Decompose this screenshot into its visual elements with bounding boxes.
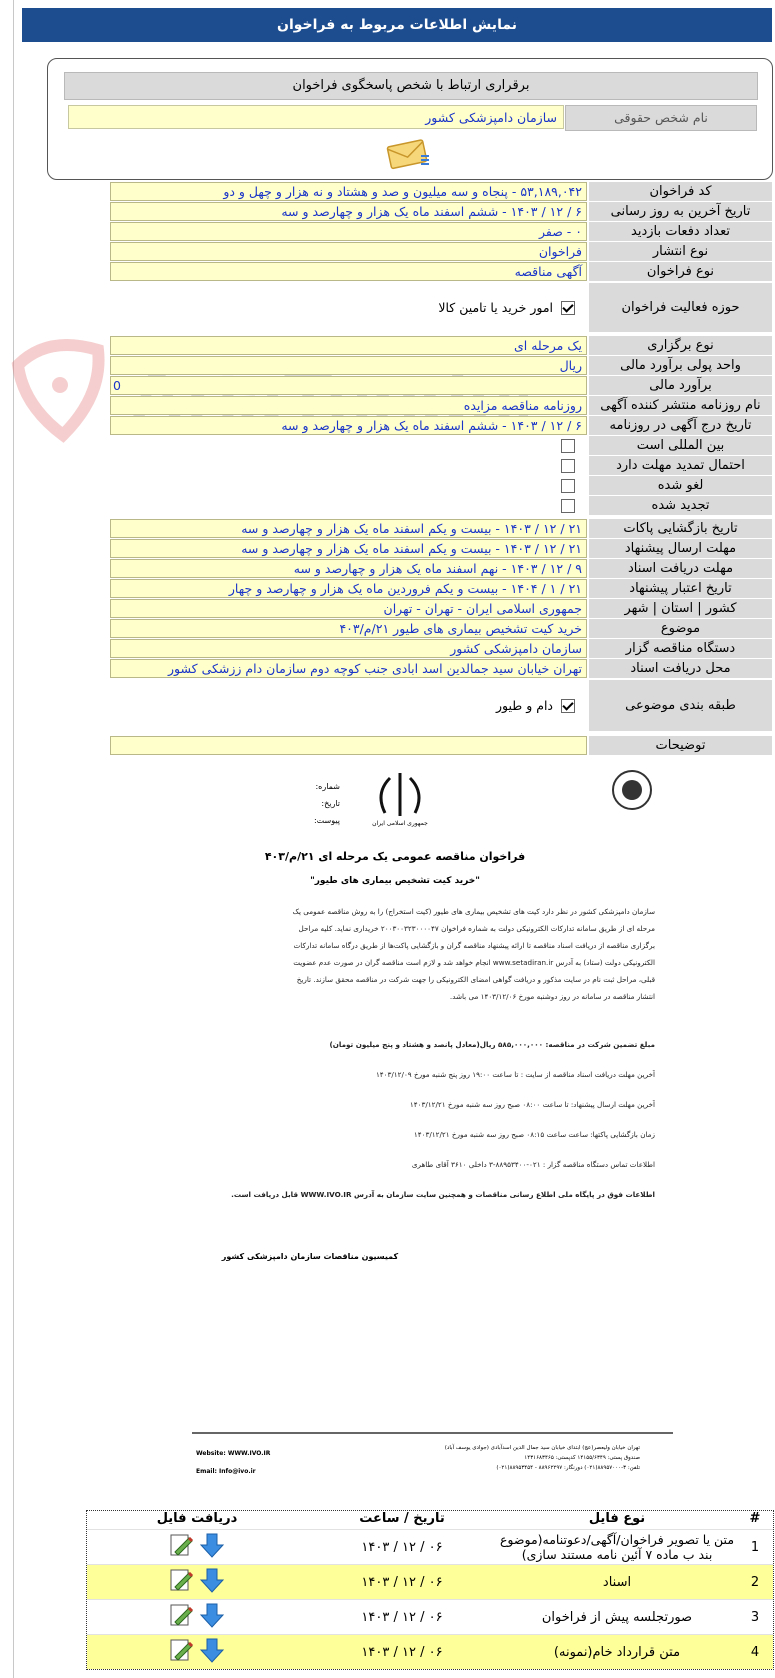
activity-option (438, 300, 575, 315)
file-date: ۰۶ / ۱۲ / ۱۴۰۳ (361, 1644, 443, 1660)
file-num: 4 (750, 1644, 760, 1660)
field-value: ۶ / ۱۲ / ۱۴۰۳ - ششم اسفند ماه یک هزار و چهارصد و سه (110, 202, 587, 221)
field-label: کد فراخوان (589, 182, 772, 202)
contact-panel (47, 58, 773, 180)
field-value: خرید کیت تشخیص بیماری های طیور ۲۱/م/۴۰۳ (110, 619, 587, 638)
field-row (0, 182, 775, 202)
file-date: ۰۶ / ۱۲ / ۱۴۰۳ (361, 1609, 443, 1625)
description-value (110, 736, 587, 755)
field-value: ۹ / ۱۲ / ۱۴۰۳ - نهم اسفند ماه یک هزار و چهارصد و سه (110, 559, 587, 578)
flag-row (0, 476, 775, 496)
field-value: ۲۱ / ۱۲ / ۱۴۰۳ - بیست و یکم اسفند ماه یک هزار و چهارصد و سه (110, 539, 587, 558)
field-value: ۵۳,۱۸۹,۰۴۲ - پنجاه و سه میلیون و صد و هشتاد و نه هزار و چهل و دو (110, 182, 587, 201)
iran-emblem-icon (381, 773, 419, 816)
header-num: # (749, 1511, 761, 1526)
page-header: نمایش اطلاعات مربوط به فراخوان (22, 8, 772, 42)
footer-email: Email: Info@ivo.ir (196, 1468, 256, 1475)
file-date: ۰۶ / ۱۲ / ۱۴۰۳ (361, 1539, 443, 1555)
extension-checkbox[interactable] (561, 459, 575, 473)
field-row (0, 619, 775, 639)
field-label: دستگاه مناقصه گزار (589, 639, 772, 659)
activity-checkbox[interactable] (561, 301, 575, 315)
document-title: فراخوان مناقصه عمومی یک مرحله ای ۲۱/م/۴۰۳ (264, 850, 526, 863)
header-type: نوع فایل (588, 1511, 646, 1526)
category-label: طبقه بندی موضوعی (589, 680, 772, 732)
field-label: کشور | استان | شهر (589, 599, 772, 619)
file-row (87, 1529, 773, 1564)
file-type: متن یا تصویر فراخوان/آگهی/دعوتنامه(موضوع بند ب ماده ۷ آئین نامه مستند سازی) (499, 1532, 735, 1562)
document-side-labels (270, 778, 340, 829)
document-item: اطلاعات تماس دستگاه مناقصه گزار : ۰۲۱-۸۸۹۵۳۴۰۰-۳ داخلی ۳۶۱۰ آقای طاهری (411, 1160, 655, 1169)
field-label: نام روزنامه منتشر کننده آگهی (589, 396, 772, 416)
field-label: برآورد مالی (589, 376, 772, 396)
field-row (0, 242, 775, 262)
document-item: مبلغ تضمین شرکت در مناقصه: ۵۸۵,۰۰۰,۰۰۰ ریال(معادل پانصد و هشتاد و پنج میلیون تومان) (329, 1040, 655, 1049)
field-value: 0 (110, 376, 587, 395)
field-value: روزنامه مناقصه مزایده (110, 396, 587, 415)
category-checkbox[interactable] (561, 699, 575, 713)
document-body (150, 903, 655, 1005)
field-row (0, 356, 775, 376)
file-num: 2 (750, 1574, 760, 1590)
document-item: آخرین مهلت دریافت اسناد مناقصه از سایت : تا ساعت ۱۹:۰۰ روز پنج شنبه مورخ ۱۴۰۳/۱۲/۰۹ (375, 1070, 655, 1079)
international-checkbox[interactable] (561, 439, 575, 453)
field-value: تهران خیابان سید جمالدین اسد ابادی جنب کوچه دوم سازمان دام ززشکی کشور (110, 659, 587, 678)
edit-icon[interactable] (169, 1637, 195, 1663)
renewed-checkbox[interactable] (561, 499, 575, 513)
document-items (150, 1040, 655, 1220)
emblem-caption: جمهوری اسلامی ایران (372, 820, 428, 827)
legal-person-value: سازمان دامپزشکی کشور (68, 105, 564, 129)
footer-phone: تلفن: ۳-۸۸۹۵۷۰۰۰(۰۲۱) دورنگار: ۸۸۹۶۲۲۹۷ - ۸۸۹۵۳۴۵۴(۰۲۱) (496, 1465, 640, 1471)
activity-option-label: امور خرید یا تامین کالا (438, 300, 553, 315)
file-type: متن قرارداد خام(نمونه) (553, 1644, 681, 1660)
field-value: فراخوان (110, 242, 587, 261)
field-row (0, 222, 775, 242)
file-row (87, 1634, 773, 1669)
field-value: ۲۱ / ۱ / ۱۴۰۴ - بیست و یکم فروردین ماه یک هزار و چهارصد و چهار (110, 579, 587, 598)
flag-label: تجدید شده (589, 496, 772, 516)
field-label: نوع برگزاری (589, 336, 772, 356)
field-label: محل دریافت اسناد (589, 659, 772, 679)
field-row (0, 202, 775, 222)
file-num: 3 (750, 1609, 760, 1625)
flag-row (0, 496, 775, 516)
description-label: توضیحات (589, 736, 772, 756)
download-arrow-icon[interactable] (199, 1637, 225, 1663)
footer-address: تهران خیابان ولیعصر(عج) ابتدای خیابان سید جمال الدین اسدآبادی (جوادی یوسف آباد) (444, 1445, 640, 1451)
activity-label: حوزه فعالیت فراخوان (589, 283, 772, 333)
header-download: دریافت فایل (156, 1511, 238, 1526)
field-row (0, 416, 775, 436)
field-row (0, 336, 775, 356)
document-item: اطلاعات فوق در پایگاه ملی اطلاع رسانی مناقصات و همچنین سایت سازمان به آدرس WWW.IVO.IR قابل دریافت است. (231, 1190, 655, 1199)
header-date: تاریخ / ساعت (359, 1511, 445, 1526)
field-row (0, 639, 775, 659)
field-label: تاریخ آخرین به روز رسانی (589, 202, 772, 222)
cancelled-checkbox[interactable] (561, 479, 575, 493)
document-item: زمان بازگشایی پاکتها: ساعت ساعت ۰۸:۱۵ صبح روز سه شنبه مورخ ۱۴۰۳/۱۲/۲۱ (413, 1130, 655, 1139)
field-value: ۲۱ / ۱۲ / ۱۴۰۳ - بیست و یکم اسفند ماه یک هزار و چهارصد و سه (110, 519, 587, 538)
field-value: ۶ / ۱۲ / ۱۴۰۳ - ششم اسفند ماه یک هزار و چهارصد و سه (110, 416, 587, 435)
field-row (0, 599, 775, 619)
field-row (0, 539, 775, 559)
document-item: آخرین مهلت ارسال پیشنهاد: تا ساعت ۰۸:۰۰ صبح روز سه شنبه مورخ ۱۴۰۳/۱۲/۲۱ (409, 1100, 655, 1109)
download-arrow-icon[interactable] (199, 1602, 225, 1628)
file-num: 1 (750, 1539, 760, 1555)
field-row (0, 262, 775, 282)
file-type: اسناد (602, 1574, 632, 1590)
files-table (86, 1510, 774, 1670)
edit-icon[interactable] (169, 1602, 195, 1628)
footer-website: Website: WWW.IVO.IR (196, 1450, 271, 1457)
side-label: تاریخ: (321, 799, 340, 808)
flag-label: بین المللی است (589, 436, 772, 456)
field-label: مهلت ارسال پیشنهاد (589, 539, 772, 559)
document-footer-left (196, 1445, 270, 1481)
field-label: تاریخ بازگشایی پاکات (589, 519, 772, 539)
field-value: آگهی مناقصه (110, 262, 587, 281)
edit-icon[interactable] (169, 1532, 195, 1558)
footer-postal: صندوق پستی: ۱۴۱۵۵/۶۳۴۹ کدپستی: ۱۴۳۱۶۸۳۴۶۵ (524, 1455, 640, 1461)
flag-row (0, 436, 775, 456)
flag-label: احتمال تمدید مهلت دارد (589, 456, 772, 476)
body-line: سازمان دامپزشکی کشور در نظر دارد کیت های تشخیص بیماری های طیور (کیت استخراج) را به روش مناقصه عمومی یک (292, 907, 655, 916)
contact-panel-title: برقراری ارتباط با شخص پاسخگوی فراخوان (64, 72, 758, 100)
edit-icon[interactable] (169, 1567, 195, 1593)
field-row (0, 659, 775, 679)
field-value: یک مرحله ای (110, 336, 587, 355)
file-date: ۰۶ / ۱۲ / ۱۴۰۳ (361, 1574, 443, 1590)
activity-row (0, 283, 775, 333)
flag-label: لغو شده (589, 476, 772, 496)
field-row (0, 519, 775, 539)
document-signature: کمیسیون مناقصات سازمان دامپزشکی کشور (221, 1252, 399, 1261)
field-row (0, 376, 775, 396)
field-label: نوع فراخوان (589, 262, 772, 282)
field-label: تاریخ اعتبار پیشنهاد (589, 579, 772, 599)
field-value: ریال (110, 356, 587, 375)
field-row (0, 396, 775, 416)
body-line: مرحله ای از طریق سامانه تدارکات الکترونیکی دولت به شماره فراخوان ۲۰۰۳۰۰۳۲۳۰۰۰۰۴۷ خریداری نماید. کلیه مراحل (298, 924, 655, 933)
field-label: واحد پولی برآورد مالی (589, 356, 772, 376)
envelope-icon[interactable] (385, 137, 431, 171)
body-line: الکترونیکی دولت (ستاد) به آدرس www.setadiran.ir انجام خواهد شد و لازم است مناقصه گران در صورت عدم عضویت (293, 958, 655, 967)
category-option-label: دام و طیور (496, 698, 553, 713)
body-line: انتشار مناقصه در سامانه در روز دوشنبه مورخ ۱۴۰۳/۱۲/۰۶ می باشد. (449, 992, 655, 1001)
body-line: قبلی، مراحل ثبت نام در سایت مذکور و دریافت گواهی امضای الکترونیکی را جهت شرکت در مناقصه محقق سازند. تاریخ (296, 975, 655, 984)
field-label: تاریخ درج آگهی در روزنامه (589, 416, 772, 436)
field-value: جمهوری اسلامی ایران - تهران - تهران (110, 599, 587, 618)
side-label: شماره: (315, 782, 340, 791)
field-row (0, 579, 775, 599)
file-type: صورتجلسه پیش از فراخوان (541, 1609, 693, 1625)
files-table-header (87, 1511, 773, 1529)
download-arrow-icon[interactable] (199, 1567, 225, 1593)
field-value: ۰ - صفر (110, 222, 587, 241)
file-row (87, 1599, 773, 1634)
side-label: پیوست: (313, 816, 340, 825)
description-row (0, 736, 775, 756)
field-label: موضوع (589, 619, 772, 639)
document-footer-right (340, 1443, 640, 1473)
category-option (496, 698, 575, 713)
body-line: برگزاری مناقصه از دریافت اسناد مناقصه تا ارائه پیشنهاد مناقصه گران و بازگشایی پاکت‌ها از طریق درگاه سامانه تدارکات (293, 941, 655, 950)
tender-document-image (110, 758, 687, 1528)
file-row (87, 1564, 773, 1599)
download-arrow-icon[interactable] (199, 1532, 225, 1558)
field-label: نوع انتشار (589, 242, 772, 262)
category-row (0, 680, 775, 732)
field-value: سازمان دامپزشکی کشور (110, 639, 587, 658)
document-subtitle: "خرید کیت تشخیص بیماری های طیور" (310, 876, 480, 886)
field-label: تعداد دفعات بازدید (589, 222, 772, 242)
flag-row (0, 456, 775, 476)
legal-person-label: نام شخص حقوقی (565, 105, 757, 131)
field-label: مهلت دریافت اسناد (589, 559, 772, 579)
field-row (0, 559, 775, 579)
